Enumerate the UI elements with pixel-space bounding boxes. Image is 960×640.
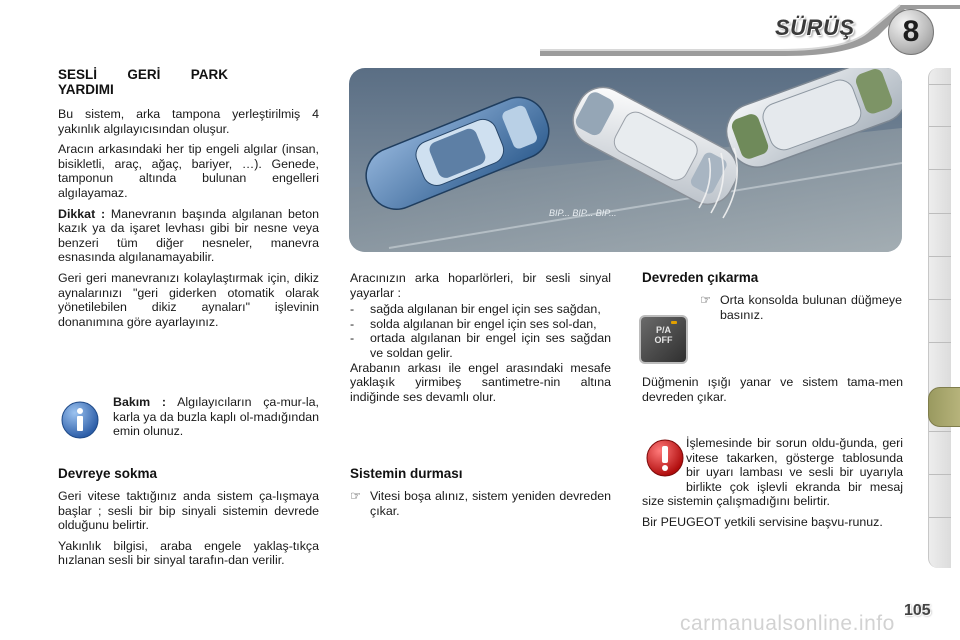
bullet-item: ☞ Vitesi boşa alınız, sistem yeniden devreden çıkar. [350, 489, 611, 518]
watermark: carmanualsonline.info [680, 612, 895, 635]
parking-illustration [349, 68, 902, 252]
paragraph-dikkat [58, 207, 319, 265]
side-chapter-tabs [928, 68, 951, 568]
list-item: - sağda algılanan bir engel için ses sağdan, [350, 302, 601, 317]
paragraph: Arabanın arkası ile engel arasındaki mesafe yaklaşık yirmibeş santimetre-nin altına indiğinde ses devamlı olur. [350, 360, 611, 404]
paragraph: Yakınlık bilgisi, araba engele yaklaş-tıkça hızlanan sesli bir sinyal tarafın-dan verilir. [58, 538, 319, 568]
section-title: Sistemin durması [350, 466, 463, 481]
list-item: - ortada algılanan bir engel için ses sağdan ve soldan gelir. [350, 331, 611, 360]
bullet-item: ☞ Orta konsolda bulunan düğmeye basınız. [700, 293, 902, 322]
devreden-bullet [700, 293, 902, 322]
parking-scene [349, 68, 902, 252]
section-title: Devreden çıkarma [642, 270, 759, 285]
page-number: 105 [904, 602, 931, 619]
chapter-title: SÜRÜŞ [775, 15, 855, 40]
dikkat-text: Manevranın başında algılanan beton kazık ya da işaret levhası gibi bir nesne veya benzeri tüm diğer nesneler, manevra esnasında algılanamayabilir. [58, 206, 319, 265]
paragraph: Aracın arkasındaki her tip engeli algılar (insan, bisikletli, araç, ağaç, bariyer, …). Genede, tamponun altında bulunan engelleri algılayamaz. [58, 142, 319, 200]
paragraph: Geri geri manevranızı kolaylaştırmak için, dikiz aynalarınızı "geri giderken otomatik olarak yönetilebilen dikiz aynaları" işlevinin donanımına göre ayarlayınız. [58, 270, 319, 329]
paragraph: Bir PEUGEOT yetkili servisine başvu-runuz. [642, 514, 883, 529]
park-assist-button-icon [641, 317, 686, 362]
left-column [58, 67, 319, 335]
beep-text: BIP... BIP... BIP... [549, 208, 617, 218]
right-column [642, 270, 903, 294]
hand-pointer-icon: ☞ [700, 293, 712, 307]
paragraph: Aracınızın arka hoparlörleri, bir sesli sinyal yayarlar : [350, 271, 611, 300]
bakim-label: Bakım : [113, 395, 167, 409]
durmasi-section [350, 466, 611, 518]
middle-column [350, 271, 611, 410]
park-assist-button-label: P/A OFF [654, 325, 673, 345]
paragraph: Bu sistem, arka tampona yerleştirilmiş 4 yakınlık algılayıcısından oluşur. [58, 107, 319, 136]
hand-pointer-icon: ☞ [350, 489, 362, 503]
paragraph: Geri vitese taktığınız anda sistem ça-lışmaya başlar ; sesli bir bip sinyali sistemin devrede olduğunu belirtir. [58, 489, 319, 533]
paragraph-warning: İşlemesinde bir sorun oldu-ğunda, geri vitese takarken, gösterge tablosunda bir uyarı lambası ve sesli bir uyarıyla birlikte çok işlevli ekranda bir mesaj size sistemin çalışmadığını belirtir. [642, 436, 903, 509]
page-header [0, 0, 960, 60]
warning-block [642, 436, 903, 536]
devreye-section [58, 466, 319, 574]
side-tab-active[interactable] [928, 387, 960, 427]
section-title: Devreye sokma [58, 466, 158, 481]
paragraph: Düğmenin ışığı yanar ve sistem tama-men devreden çıkar. [642, 375, 903, 404]
chapter-number: 8 [888, 9, 934, 55]
bakim-text: Algılayıcıların ça-mur-la, karla ya da buzla kaplı ol-madığından emin olunuz. [113, 395, 319, 439]
list-item: - solda algılanan bir engel için ses sol-dan, [350, 316, 597, 331]
bakim-note [113, 395, 319, 445]
led-paragraph-block [642, 375, 903, 410]
section-title: SESLİ GERİ PARK YARDIMI [58, 67, 228, 97]
info-icon [60, 400, 100, 440]
dikkat-label: Dikkat : [58, 206, 106, 221]
